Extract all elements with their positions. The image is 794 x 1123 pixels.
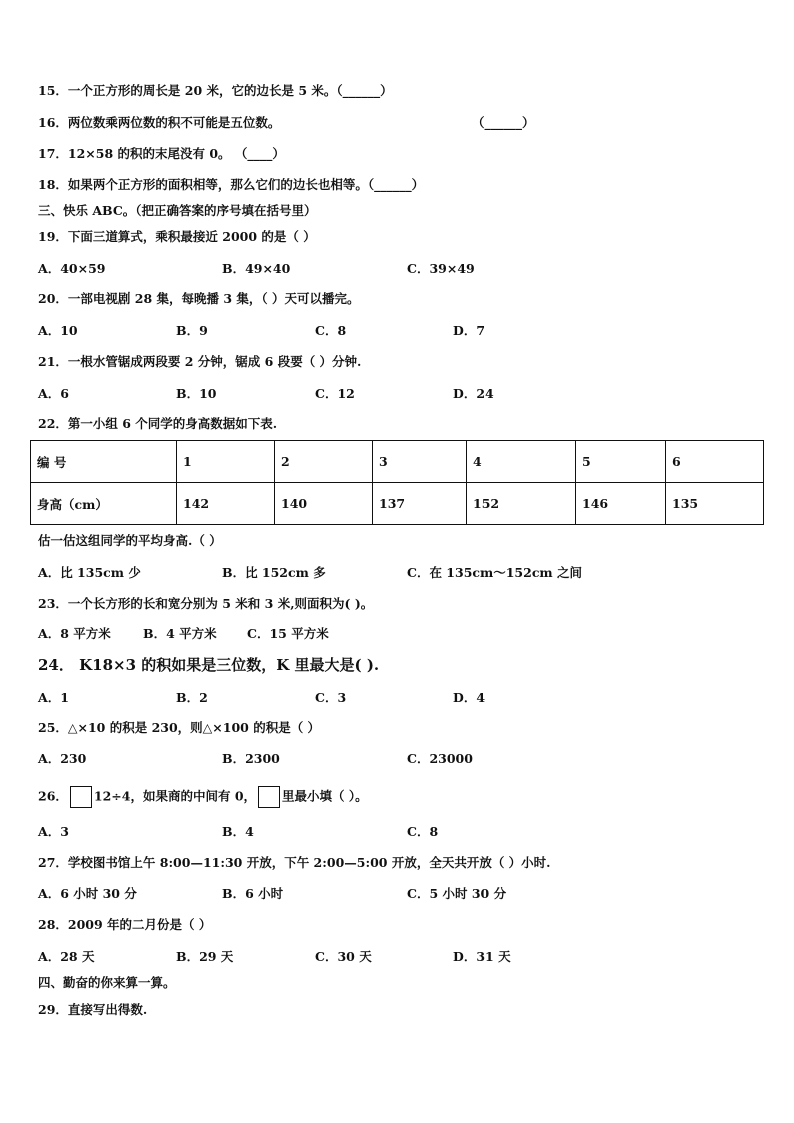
q20-option-d: D．7 bbox=[453, 323, 486, 338]
q24-option-a: A．1 bbox=[38, 690, 69, 705]
q21-text: 21．一根水管锯成两段要 2 分钟，锯成 6 段要（ ）分钟. bbox=[38, 354, 362, 369]
table-row bbox=[31, 441, 764, 483]
blank-box bbox=[70, 786, 92, 808]
q24-option-d: D．4 bbox=[453, 690, 486, 705]
table-cell: 编 号 bbox=[31, 441, 177, 483]
q25-option-c: C．23000 bbox=[407, 751, 473, 766]
section-4-heading: 四、勤奋的你来算一算。 bbox=[38, 975, 176, 990]
q20-option-b: B．9 bbox=[176, 323, 208, 338]
q27-text: 27．学校图书馆上午 8:00—11:30 开放，下午 2:00—5:00 开放，全天共开放（ ）小时. bbox=[38, 855, 551, 870]
q22-text: 22．第一小组 6 个同学的身高数据如下表. bbox=[38, 416, 278, 431]
q28-option-d: D．31 天 bbox=[453, 949, 511, 964]
q26-end: 里最小填（ ）。 bbox=[282, 788, 368, 804]
q18-text: 18．如果两个正方形的面积相等，那么它们的边长也相等。（______） bbox=[38, 177, 425, 192]
q24-text: 24． K18×3 的积如果是三位数，K 里最大是( ). bbox=[38, 656, 380, 674]
blank-box bbox=[258, 786, 280, 808]
q26-option-b: B．4 bbox=[222, 824, 254, 839]
q26-mid: 12÷4，如果商的中间有 0， bbox=[93, 788, 257, 804]
table-cell: 2 bbox=[275, 441, 373, 483]
q28-text: 28．2009 年的二月份是（ ） bbox=[38, 917, 212, 932]
q16-paren: （______） bbox=[472, 115, 535, 130]
q23-option-a: A．8 平方米 bbox=[38, 626, 111, 641]
q23-option-b: B．4 平方米 bbox=[143, 626, 217, 641]
q22-ask: 估一估这组同学的平均身高.（ ） bbox=[38, 533, 222, 548]
q28-option-c: C．30 天 bbox=[315, 949, 372, 964]
q23-text: 23．一个长方形的长和宽分别为 5 米和 3 米,则面积为( )。 bbox=[38, 596, 374, 611]
q23-option-c: C．15 平方米 bbox=[247, 626, 329, 641]
table-cell: 142 bbox=[177, 483, 275, 525]
q26-option-c: C．8 bbox=[407, 824, 439, 839]
q24-option-c: C．3 bbox=[315, 690, 347, 705]
table-cell: 135 bbox=[666, 483, 764, 525]
section-3-heading: 三、快乐 ABC。（把正确答案的序号填在括号里） bbox=[38, 203, 317, 218]
table-cell: 身高（cm） bbox=[31, 483, 177, 525]
q19-text: 19．下面三道算式，乘积最接近 2000 的是（ ） bbox=[38, 229, 316, 244]
q27-option-c: C．5 小时 30 分 bbox=[407, 886, 507, 901]
q26-number: 26． bbox=[38, 788, 68, 804]
table-cell: 152 bbox=[467, 483, 576, 525]
q20-option-a: A．10 bbox=[38, 323, 78, 338]
q26-text bbox=[38, 786, 368, 808]
q19-option-a: A．40×59 bbox=[38, 261, 106, 276]
q19-option-c: C．39×49 bbox=[407, 261, 475, 276]
q29-text: 29．直接写出得数. bbox=[38, 1002, 148, 1017]
q25-option-a: A．230 bbox=[38, 751, 87, 766]
q28-option-b: B．29 天 bbox=[176, 949, 234, 964]
q21-option-a: A．6 bbox=[38, 386, 69, 401]
q24-option-b: B．2 bbox=[176, 690, 208, 705]
table-cell: 137 bbox=[373, 483, 467, 525]
q25-text: 25．△×10 的积是 230，则△×100 的积是（ ） bbox=[38, 720, 321, 735]
q17-text: 17．12×58 的积的末尾没有 0。 （____） bbox=[38, 146, 285, 161]
table-cell: 3 bbox=[373, 441, 467, 483]
q19-option-b: B．49×40 bbox=[222, 261, 291, 276]
table-cell: 140 bbox=[275, 483, 373, 525]
table-cell: 5 bbox=[576, 441, 666, 483]
table-cell: 1 bbox=[177, 441, 275, 483]
q27-option-b: B．6 小时 bbox=[222, 886, 284, 901]
q22-option-a: A．比 135cm 少 bbox=[38, 565, 141, 580]
table-row bbox=[31, 483, 764, 525]
height-table bbox=[30, 440, 764, 525]
q21-option-d: D．24 bbox=[453, 386, 494, 401]
q28-option-a: A．28 天 bbox=[38, 949, 95, 964]
q21-option-b: B．10 bbox=[176, 386, 217, 401]
q25-option-b: B．2300 bbox=[222, 751, 280, 766]
q20-text: 20．一部电视剧 28 集，每晚播 3 集，（ ）天可以播完。 bbox=[38, 291, 360, 306]
q21-option-c: C．12 bbox=[315, 386, 355, 401]
q16-text: 16．两位数乘两位数的积不可能是五位数。 bbox=[38, 115, 281, 130]
table-cell: 6 bbox=[666, 441, 764, 483]
q22-option-b: B．比 152cm 多 bbox=[222, 565, 326, 580]
q27-option-a: A．6 小时 30 分 bbox=[38, 886, 137, 901]
table-cell: 4 bbox=[467, 441, 576, 483]
table-cell: 146 bbox=[576, 483, 666, 525]
q26-option-a: A．3 bbox=[38, 824, 69, 839]
q20-option-c: C．8 bbox=[315, 323, 347, 338]
q15-text: 15．一个正方形的周长是 20 米，它的边长是 5 米。（______） bbox=[38, 83, 393, 98]
q22-option-c: C．在 135cm～152cm 之间 bbox=[407, 565, 583, 580]
